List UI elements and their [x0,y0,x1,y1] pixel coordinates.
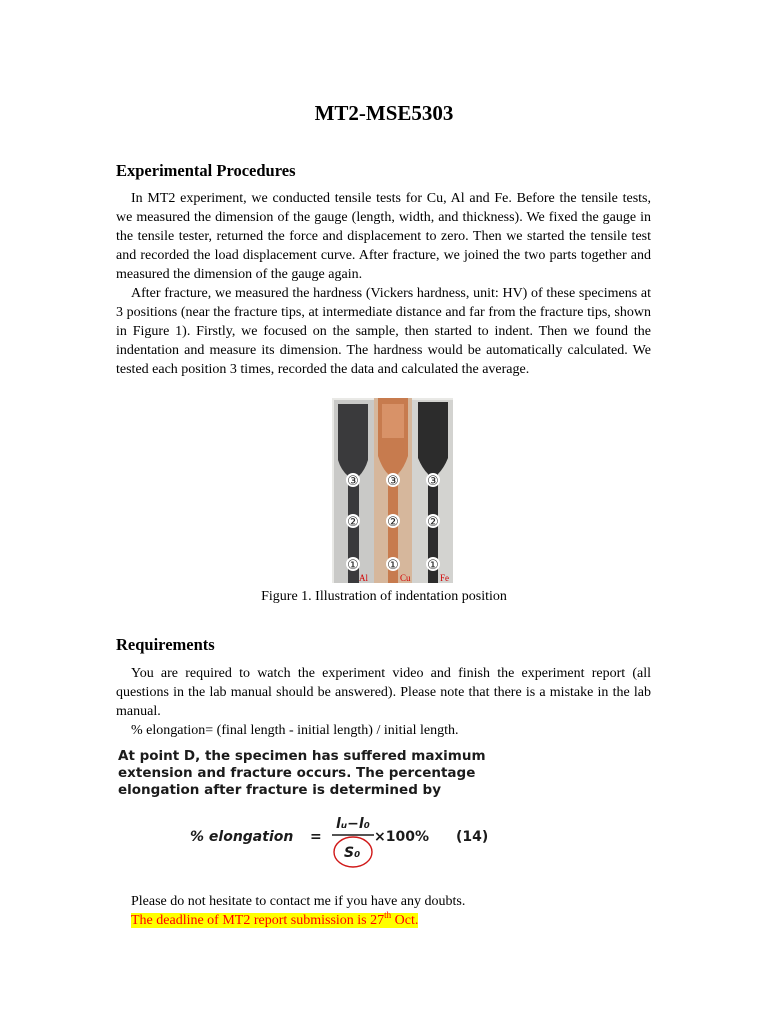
section-heading-experimental-procedures: Experimental Procedures [116,161,296,180]
deadline-text: The deadline of MT2 report submission is 27 [131,913,385,928]
formula-denominator: S₀ [344,845,361,861]
label-cu: Cu [400,573,411,583]
specimen-photo-figure [332,398,453,583]
figure-caption: Figure 1. Illustration of indentation position [261,589,507,604]
marker-al-2: ② [347,515,359,530]
copper-specimen [374,398,412,583]
deadline-line [131,911,418,930]
iron-specimen [412,400,453,583]
formula-equals: = [310,829,322,845]
formula-lhs: % elongation [190,829,294,845]
marker-fe-1: ① [427,558,439,573]
marker-al-1: ① [347,558,359,573]
label-al: Al [359,573,368,583]
excerpt-line-2: extension and fracture occurs. The percentage [118,765,476,781]
formula-numerator: lᵤ−l₀ [336,816,370,832]
document-title: MT2-MSE5303 [314,101,454,125]
section-heading-requirements: Requirements [116,635,215,654]
formula-equation-number: (14) [456,829,489,845]
marker-al-3: ③ [347,474,359,489]
contact-line: Please do not hesitate to contact me if you have any doubts. [131,894,466,909]
excerpt-line-3: elongation after fracture is determined by [118,782,442,798]
label-fe: Fe [440,573,449,583]
formula-times: ×100% [374,829,429,845]
elongation-formula-line: % elongation= (final length - initial length) / initial length. [131,723,459,738]
paragraph-hardness: After fracture, we measured the hardness (Vickers hardness, unit: HV) of these specimens at 3 positions (near the fracture tips, at intermediate distance and far from the fracture tips, shown in Figure 1). Firstly, we focused on the sample, then started to indent. Then we found the indentation and measure its dimension. The hardness would be automatically calculated. We tested each position 3 times, recorded the data and calculated the average. [116,286,651,377]
deadline-superscript: th [384,910,392,920]
marker-fe-2: ② [427,515,439,530]
marker-cu-2: ② [387,515,399,530]
marker-cu-1: ① [387,558,399,573]
aluminum-specimen [334,400,374,583]
marker-fe-3: ③ [427,474,439,489]
excerpt-line-1: At point D, the specimen has suffered maximum [118,748,486,764]
deadline-month: Oct. [391,913,419,928]
lab-manual-excerpt [112,743,507,878]
deadline-highlight [131,910,419,928]
paragraph-tensile-tests: In MT2 experiment, we conducted tensile tests for Cu, Al and Fe. Before the tensile tests, we measured the dimension of the gauge (length, width, and thickness). We fixed the gauge in the tensile tester, returned the force and displacement to zero. Then we started the tensile test and recorded the load displacement curve. After fracture, we joined the two parts together and measured the dimension of the gauge again. [116,191,651,282]
paragraph-requirements: You are required to watch the experiment video and finish the experiment report (all questions in the lab manual should be answered). Please note that there is a mistake in the lab manual. [116,666,651,719]
marker-cu-3: ③ [387,474,399,489]
